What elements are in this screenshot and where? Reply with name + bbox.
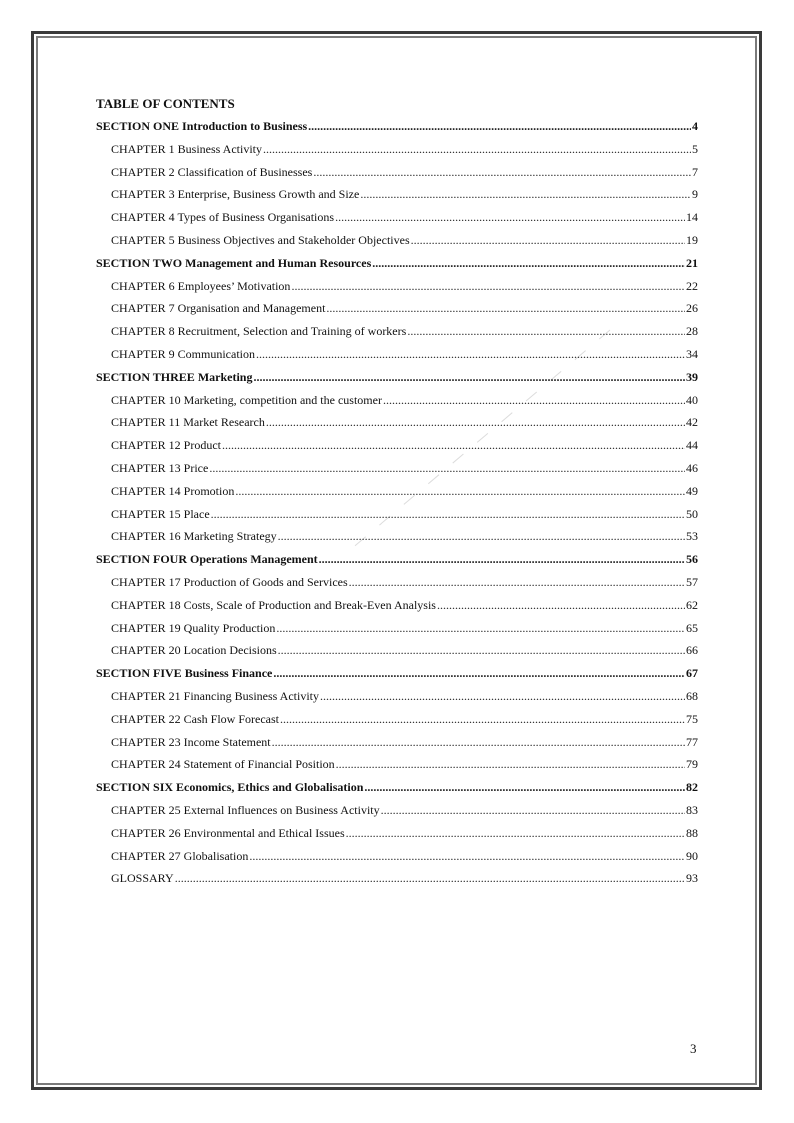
dot-leader — [411, 229, 685, 252]
toc-entry-label: CHAPTER 15 Place — [111, 506, 210, 521]
dot-leader — [320, 685, 685, 708]
toc-chapter-entry[interactable] — [96, 480, 698, 503]
toc-entry-page-number: 7 — [692, 164, 698, 179]
toc-entry-label: CHAPTER 26 Environmental and Ethical Issues — [111, 825, 345, 840]
toc-entry-page-number: 28 — [686, 324, 698, 339]
toc-entry-label: CHAPTER 12 Product — [111, 438, 222, 453]
toc-section-entry[interactable] — [96, 548, 698, 571]
toc-entry-label: SECTION FOUR Operations Management — [96, 552, 318, 567]
toc-entry-label: CHAPTER 4 Types of Business Organisations — [111, 210, 335, 225]
toc-chapter-entry[interactable] — [96, 297, 698, 320]
toc-entry-page-number: 49 — [686, 483, 698, 498]
toc-entry-page-number: 83 — [686, 802, 698, 817]
toc-chapter-entry[interactable] — [96, 594, 698, 617]
toc-entry-page-number: 53 — [686, 529, 698, 544]
toc-chapter-entry[interactable] — [96, 457, 698, 480]
dot-leader — [253, 366, 685, 389]
dot-leader — [235, 480, 685, 503]
toc-entry-label: CHAPTER 6 Employees’ Motivation — [111, 278, 291, 293]
dot-leader — [209, 457, 685, 480]
toc-entry-page-number: 65 — [686, 620, 698, 635]
toc-entry-page-number: 44 — [686, 438, 698, 453]
page-number: 3 — [690, 1041, 697, 1056]
toc-entry-page-number: 75 — [686, 711, 698, 726]
toc-entry-page-number: 68 — [686, 688, 698, 703]
toc-entry-label: SECTION ONE Introduction to Business — [96, 119, 308, 133]
dot-leader — [280, 708, 685, 731]
toc-entry-label: SECTION SIX Economics, Ethics and Globalisation — [96, 780, 364, 795]
toc-section-entry[interactable] — [96, 776, 698, 799]
dot-leader — [278, 639, 685, 662]
toc-entry-page-number: 93 — [686, 871, 698, 886]
toc-chapter-entry[interactable] — [96, 503, 698, 526]
toc-entry-page-number: 50 — [686, 506, 698, 521]
table-of-contents — [96, 95, 698, 890]
dot-leader — [319, 548, 685, 571]
toc-entry-page-number: 39 — [686, 369, 698, 384]
toc-entry-page-number: 5 — [692, 141, 698, 156]
toc-entry-page-number: 77 — [686, 734, 698, 749]
dot-leader — [383, 389, 685, 412]
toc-chapter-entry[interactable] — [96, 731, 698, 754]
toc-section-entry[interactable] — [96, 662, 698, 685]
dot-leader — [349, 571, 685, 594]
toc-entry-page-number: 57 — [686, 574, 698, 589]
toc-chapter-entry[interactable] — [96, 411, 698, 434]
toc-entry-page-number: 21 — [686, 255, 698, 270]
toc-entry-label: CHAPTER 11 Market Research — [111, 415, 265, 430]
dot-leader — [222, 434, 685, 457]
toc-entry-label: CHAPTER 1 Business Activity — [111, 141, 263, 156]
dot-leader — [346, 822, 685, 845]
toc-entry-page-number: 79 — [686, 757, 698, 772]
toc-entry-page-number: 9 — [692, 187, 698, 202]
toc-chapter-entry[interactable] — [96, 845, 698, 868]
toc-title: TABLE OF CONTENTS — [96, 96, 235, 111]
toc-chapter-entry[interactable] — [96, 343, 698, 366]
toc-chapter-entry[interactable] — [96, 525, 698, 548]
dot-leader — [335, 206, 685, 229]
dot-leader — [263, 138, 691, 161]
toc-chapter-entry[interactable] — [96, 138, 698, 161]
toc-chapter-entry[interactable] — [96, 206, 698, 229]
toc-entry-label: CHAPTER 16 Marketing Strategy — [111, 529, 277, 544]
dot-leader — [308, 115, 691, 138]
toc-section-entry[interactable] — [96, 115, 698, 138]
toc-chapter-entry[interactable] — [96, 799, 698, 822]
dot-leader — [249, 845, 685, 868]
toc-entry-label: CHAPTER 8 Recruitment, Selection and Training of workers — [111, 324, 407, 339]
dot-leader — [273, 662, 685, 685]
dot-leader — [256, 343, 685, 366]
toc-entry-label: SECTION FIVE Business Finance — [96, 666, 273, 681]
toc-entry-page-number: 22 — [686, 278, 698, 293]
toc-entry-page-number: 19 — [686, 232, 698, 247]
toc-entry-label: CHAPTER 23 Income Statement — [111, 734, 271, 749]
dot-leader — [372, 252, 685, 275]
toc-chapter-entry[interactable] — [96, 753, 698, 776]
toc-entry-list — [96, 115, 698, 890]
dot-leader — [291, 275, 685, 298]
toc-entry-page-number: 66 — [686, 643, 698, 658]
toc-entry-page-number: 56 — [686, 552, 698, 567]
toc-entry-page-number: 46 — [686, 460, 698, 475]
toc-entry-page-number: 26 — [686, 301, 698, 316]
toc-entry-page-number: 14 — [686, 210, 698, 225]
toc-entry-label: CHAPTER 24 Statement of Financial Position — [111, 757, 335, 772]
toc-entry-page-number: 4 — [692, 119, 698, 133]
toc-entry-label: CHAPTER 3 Enterprise, Business Growth and Size — [111, 187, 360, 202]
toc-chapter-entry[interactable] — [96, 229, 698, 252]
dot-leader — [360, 183, 691, 206]
toc-entry-page-number: 62 — [686, 597, 698, 612]
toc-entry-page-number: 67 — [686, 666, 698, 681]
dot-leader — [175, 867, 685, 890]
toc-entry-label: CHAPTER 5 Business Objectives and Stakeholder Objectives — [111, 232, 410, 247]
toc-chapter-entry[interactable] — [96, 708, 698, 731]
toc-entry-label: CHAPTER 9 Communication — [111, 346, 255, 361]
toc-entry-label: SECTION TWO Management and Human Resources — [96, 255, 372, 270]
toc-entry-page-number: 34 — [686, 346, 698, 361]
toc-chapter-entry[interactable] — [96, 434, 698, 457]
toc-entry-label: CHAPTER 7 Organisation and Management — [111, 301, 326, 316]
toc-entry-page-number: 88 — [686, 825, 698, 840]
toc-entry-label: CHAPTER 19 Quality Production — [111, 620, 276, 635]
toc-entry-page-number: 82 — [686, 780, 698, 795]
dot-leader — [211, 503, 685, 526]
toc-entry-label: CHAPTER 22 Cash Flow Forecast — [111, 711, 279, 726]
toc-entry-label: CHAPTER 13 Price — [111, 460, 209, 475]
toc-entry-label: CHAPTER 2 Classification of Businesses — [111, 164, 313, 179]
dot-leader — [266, 411, 685, 434]
toc-chapter-entry[interactable] — [96, 320, 698, 343]
toc-chapter-entry[interactable] — [96, 617, 698, 640]
toc-section-entry[interactable] — [96, 366, 698, 389]
toc-chapter-entry[interactable] — [96, 571, 698, 594]
dot-leader — [381, 799, 685, 822]
toc-entry-label: CHAPTER 20 Location Decisions — [111, 643, 277, 658]
toc-entry-label: CHAPTER 14 Promotion — [111, 483, 235, 498]
dot-leader — [278, 525, 685, 548]
toc-entry-label: SECTION THREE Marketing — [96, 369, 253, 384]
toc-entry-label: CHAPTER 10 Marketing, competition and the customer — [111, 392, 382, 407]
toc-entry-page-number: 40 — [686, 392, 698, 407]
toc-section-entry[interactable] — [96, 252, 698, 275]
dot-leader — [326, 297, 685, 320]
toc-entry-label: CHAPTER 27 Globalisation — [111, 848, 249, 863]
toc-chapter-entry[interactable] — [96, 183, 698, 206]
toc-chapter-entry[interactable] — [96, 822, 698, 845]
toc-chapter-entry[interactable] — [96, 275, 698, 298]
dot-leader — [336, 753, 685, 776]
toc-entry-label: CHAPTER 18 Costs, Scale of Production and Break-Even Analysis — [111, 597, 436, 612]
dot-leader — [272, 731, 685, 754]
dot-leader — [364, 776, 685, 799]
toc-chapter-entry[interactable] — [96, 161, 698, 184]
toc-entry-page-number: 42 — [686, 415, 698, 430]
toc-chapter-entry[interactable] — [96, 867, 698, 890]
toc-entry-label: GLOSSARY — [111, 871, 174, 886]
toc-chapter-entry[interactable] — [96, 685, 698, 708]
toc-entry-label: CHAPTER 17 Production of Goods and Services — [111, 574, 348, 589]
dot-leader — [407, 320, 685, 343]
dot-leader — [313, 161, 691, 184]
toc-entry-label: CHAPTER 21 Financing Business Activity — [111, 688, 320, 703]
toc-entry-page-number: 90 — [686, 848, 698, 863]
dot-leader — [276, 617, 685, 640]
toc-chapter-entry[interactable] — [96, 389, 698, 412]
toc-entry-label: CHAPTER 25 External Influences on Business Activity — [111, 802, 380, 817]
toc-chapter-entry[interactable] — [96, 639, 698, 662]
dot-leader — [437, 594, 685, 617]
